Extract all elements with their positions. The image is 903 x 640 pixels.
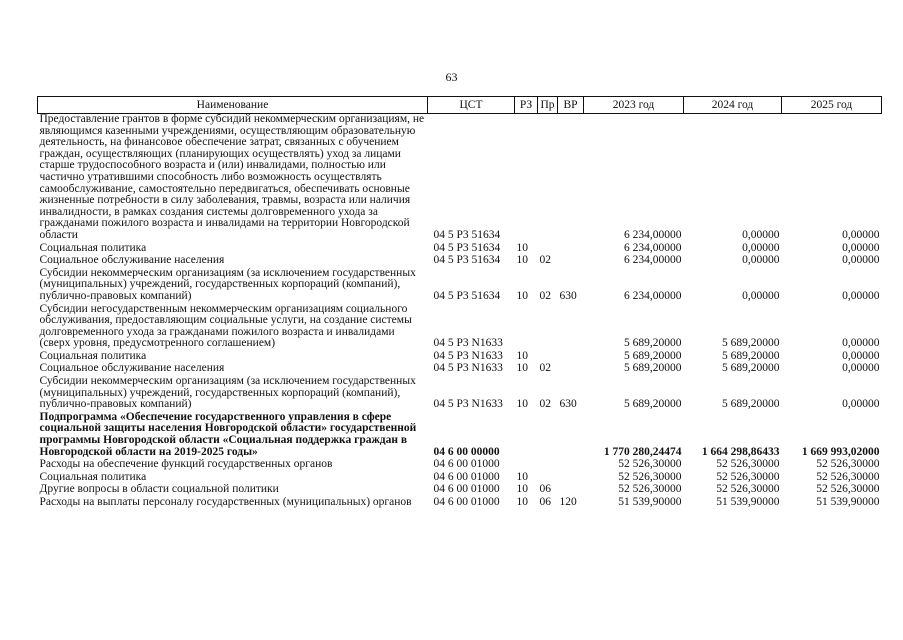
row-2024: 52 526,30000 [716, 458, 780, 471]
row-pr: 02 [539, 289, 551, 302]
row-2024: 0,00000 [742, 289, 780, 302]
row-vr: 120 [559, 496, 577, 508]
row-2023: 6 234,00000 [624, 241, 682, 254]
row-2025: 0,00000 [842, 337, 880, 350]
table-header [38, 97, 882, 114]
table-row [38, 412, 882, 459]
row-vr [558, 243, 584, 256]
row-cst: 04 6 00 01000 [433, 496, 500, 508]
row-cst: 04 5 P3 51634 [433, 289, 501, 302]
column-header: 2023 год [584, 97, 684, 114]
row-cst: 04 6 00 01000 [433, 470, 500, 483]
row-name: Подпрограмма «Обеспечение государственного управления в сфере социальной защиты населения Новгородской области» государственной программы Новгородской области «Социальная поддержка граждан в Новгородской области на 2019-2025 годы» [39, 410, 417, 458]
column-header: ЦСТ [428, 97, 515, 114]
row-2023: 6 234,00000 [624, 289, 682, 302]
table-row [38, 497, 882, 510]
row-2025: 0,00000 [842, 254, 880, 267]
row-rz [515, 114, 538, 243]
row-pr [538, 459, 558, 472]
row-rz [515, 304, 538, 351]
row-2023: 52 526,30000 [618, 470, 682, 483]
row-rz [515, 412, 538, 459]
row-2024: 51 539,90000 [716, 496, 780, 508]
row-rz [515, 459, 538, 472]
row-2025: 52 526,30000 [816, 458, 880, 471]
row-2023: 5 689,20000 [624, 362, 682, 375]
row-2025: 0,00000 [842, 241, 880, 254]
row-2025: 1 669 993,02000 [801, 445, 880, 458]
row-2023: 52 526,30000 [618, 483, 682, 496]
row-name: Расходы на обеспечение функций государственных органов [39, 458, 333, 471]
row-vr [558, 351, 584, 364]
row-name: Социальная политика [39, 241, 147, 254]
row-2023: 1 770 280,24474 [603, 445, 682, 458]
row-name: Субсидии некоммерческим организациям (за исключением государственных (муниципальных) учреждений, государственных корпораций (компаний), публично-правовых компаний) [39, 266, 416, 302]
row-pr: 02 [539, 398, 551, 411]
page-number: 63 [445, 70, 458, 84]
table-row [38, 114, 882, 243]
row-name: Расходы на выплаты персоналу государственных (муниципальных) органов [39, 496, 412, 508]
row-pr: 06 [539, 483, 551, 496]
column-header: 2025 год [782, 97, 882, 114]
row-2025: 52 526,30000 [816, 483, 880, 496]
row-cst: 04 5 P3 N1633 [433, 398, 503, 411]
row-vr [558, 472, 584, 485]
row-rz: 10 [516, 470, 528, 483]
row-cst: 04 5 P3 51634 [433, 241, 501, 254]
row-2023: 6 234,00000 [624, 228, 682, 241]
row-pr: 06 [539, 496, 551, 508]
row-2025: 51 539,90000 [816, 496, 880, 508]
row-2025: 0,00000 [842, 362, 880, 375]
row-2025: 52 526,30000 [816, 470, 880, 483]
row-2024: 1 664 298,86433 [701, 445, 780, 458]
column-header: Пр [538, 97, 558, 114]
row-vr [558, 304, 584, 351]
row-name: Социальное обслуживание населения [39, 254, 225, 267]
row-2023: 5 689,20000 [624, 349, 682, 362]
row-cst: 04 5 P3 51634 [433, 228, 501, 241]
row-rz: 10 [516, 254, 528, 267]
row-2024: 5 689,20000 [722, 362, 780, 375]
row-pr [538, 114, 558, 243]
row-2024: 5 689,20000 [722, 398, 780, 411]
column-header: РЗ [515, 97, 538, 114]
row-name: Предоставление грантов в форме субсидий некоммерческим организациям, не являющимся казенными учреждениями, осуществляющим образовательную деятельность, на финансовое обеспечение затрат, связанных с обучением граждан, осуществляющих (планирующих осуществлять) уход за лицами старше трудоспособного возраста и (или) инвалидами, полностью или частично утратившими способность либо возможность осуществлять самообслуживание, самостоятельно передвигаться, обеспечивать основные жизненные потребности в силу заболевания, травмы, возраста или наличия инвалидности, в рамках создания системы долговременного ухода за гражданами пожилого возраста и инвалидами на территории Новгородской области [39, 113, 425, 241]
row-rz: 10 [516, 349, 528, 362]
row-2023: 5 689,20000 [624, 337, 682, 350]
row-2024: 5 689,20000 [722, 349, 780, 362]
row-name: Социальная политика [39, 349, 147, 362]
row-2025: 0,00000 [842, 349, 880, 362]
row-name: Социальное обслуживание населения [39, 362, 225, 375]
row-rz: 10 [516, 289, 528, 302]
row-vr: 630 [559, 398, 577, 411]
row-2024: 0,00000 [742, 241, 780, 254]
row-2023: 6 234,00000 [624, 254, 682, 267]
row-pr [538, 412, 558, 459]
row-vr [558, 412, 584, 459]
column-header: Наименование [38, 97, 428, 114]
row-vr [558, 459, 584, 472]
row-2025: 0,00000 [842, 398, 880, 411]
row-name: Субсидии негосударственным некоммерческим организациям социального обслуживания, предоставляющим социальные услуги, на создание системы долговременного ухода за гражданами пожилого возраста и инвалидами (сверх уровня, предусмотренного соглашением) [39, 302, 412, 350]
row-cst: 04 5 P3 51634 [433, 254, 501, 267]
row-2024: 52 526,30000 [716, 483, 780, 496]
row-vr [558, 363, 584, 376]
row-2023: 51 539,90000 [618, 496, 682, 508]
row-rz: 10 [516, 241, 528, 254]
row-rz: 10 [516, 483, 528, 496]
row-2024: 0,00000 [742, 228, 780, 241]
table-row [38, 459, 882, 472]
table-row [38, 268, 882, 304]
row-2025: 0,00000 [842, 228, 880, 241]
row-rz: 10 [516, 362, 528, 375]
table-row [38, 304, 882, 351]
row-cst: 04 5 P3 N1633 [433, 362, 503, 375]
row-vr [558, 114, 584, 243]
column-header: ВР [558, 97, 584, 114]
row-2023: 52 526,30000 [618, 458, 682, 471]
row-cst: 04 5 P3 N1633 [433, 337, 503, 350]
row-2023: 5 689,20000 [624, 398, 682, 411]
row-name: Социальная политика [39, 470, 147, 483]
row-vr: 630 [559, 289, 577, 302]
budget-table [37, 96, 882, 510]
row-pr: 02 [539, 362, 551, 375]
row-cst: 04 6 00 01000 [433, 483, 500, 496]
column-header: 2024 год [684, 97, 782, 114]
row-rz: 10 [516, 496, 528, 508]
row-name: Другие вопросы в области социальной политики [39, 483, 279, 496]
row-cst: 04 6 00 01000 [433, 458, 500, 471]
row-pr: 02 [539, 254, 551, 267]
row-2025: 0,00000 [842, 289, 880, 302]
row-pr [538, 304, 558, 351]
table-row [38, 255, 882, 268]
row-rz: 10 [516, 398, 528, 411]
row-name: Субсидии некоммерческим организациям (за исключением государственных (муниципальных) учреждений, государственных корпораций (компаний), публично-правовых компаний) [39, 375, 416, 411]
row-2024: 5 689,20000 [722, 337, 780, 350]
row-cst: 04 5 P3 N1633 [433, 349, 503, 362]
row-2024: 52 526,30000 [716, 470, 780, 483]
table-body [38, 114, 882, 510]
row-vr [558, 255, 584, 268]
row-cst: 04 6 00 00000 [433, 445, 500, 458]
row-2024: 0,00000 [742, 254, 780, 267]
table-row [38, 376, 882, 412]
